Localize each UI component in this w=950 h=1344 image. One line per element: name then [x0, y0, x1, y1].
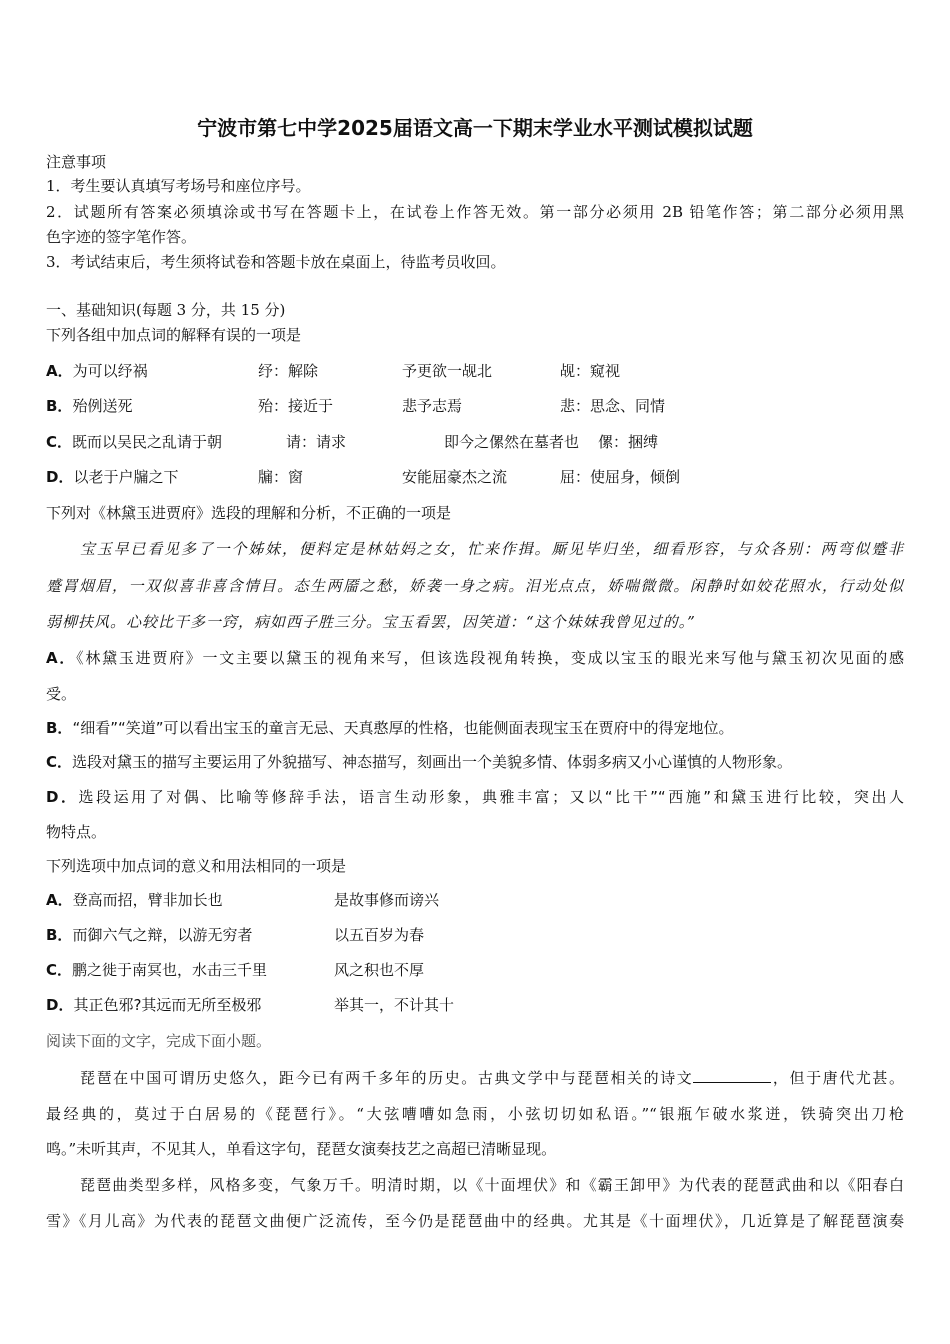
option-text: 风之积也不厚 [334, 961, 425, 979]
option-text: 是故事修而谤兴 [334, 891, 440, 909]
option-label: A． [46, 649, 77, 667]
option-text: 而御六气之辩，以游无穷者 [72, 926, 253, 944]
reading-paragraph-line [80, 1068, 904, 1088]
option-gloss: 觇：窥视 [560, 362, 621, 380]
option-text: 既而以吴民之乱请于朝 [72, 433, 223, 451]
reading-paragraph-line: 琵琶曲类型多样，风格多变，气象万千。明清时期，以《十面埋伏》和《霸王卸甲》为代表的琵琶武曲和以《阳春白 [80, 1176, 904, 1194]
option-text: 其正色邪?其远而无所至极邪 [73, 996, 262, 1014]
option-label: C． [46, 433, 73, 451]
option-gloss: 悲：思念、同情 [560, 397, 666, 415]
option-gloss: 屈：使屈身，倾倒 [560, 468, 681, 486]
fill-in-blank [693, 1068, 771, 1083]
option-text: 选段运用了对偶、比喻等修辞手法，语言生动形象，典雅丰富；又以“比干”“西施”和黛玉进行比较，突出人 [78, 788, 904, 806]
passage-line: 宝玉早已看见多了一个姊妹，便料定是林姑妈之女，忙来作揖。厮见毕归坐，细看形容，与众各别：两弯似蹙非 [80, 540, 904, 558]
option-label: B． [46, 397, 73, 415]
reading-paragraph-line: 最经典的，莫过于白居易的《琵琶行》。“大弦嘈嘈如急雨，小弦切切如私语。”“银瓶乍破水浆迸，铁骑突出刀枪 [46, 1105, 904, 1123]
notice-item-2: 2．试题所有答案必须填涂或书写在答题卡上，在试卷上作答无效。第一部分必须用 2B 铅笔作答；第二部分必须用黑 [46, 203, 904, 221]
option-text: 登高而招，臂非加长也 [72, 891, 223, 909]
page-title: 宁波市第七中学2025届语文高一下期末学业水平测试模拟试题 [197, 116, 753, 140]
passage-line: 蹙罥烟眉，一双似喜非喜含情目。态生两靥之愁，娇袭一身之病。泪光点点，娇喘微微。闲静时如姣花照水，行动处似 [46, 577, 904, 595]
notice-item-3: 3．考试结束后，考生须将试卷和答题卡放在桌面上，待监考员收回。 [46, 253, 506, 271]
option-gloss: 傫：捆缚 [598, 433, 659, 451]
paragraph-text: 琵琶在中国可谓历史悠久，距今已有两千多年的历史。古典文学中与琵琶相关的诗文 [80, 1069, 694, 1087]
option-label: C． [46, 961, 73, 979]
option-text: 为可以纾祸 [72, 362, 148, 380]
option-label: B． [46, 926, 73, 944]
option-label: D． [46, 788, 79, 806]
option-text: 予更欲一觇北 [402, 362, 493, 380]
question-1-stem: 下列各组中加点词的解释有误的一项是 [46, 326, 302, 344]
option-text: 殆例送死 [72, 397, 133, 415]
option-text: 即今之傫然在墓者也 [444, 433, 580, 451]
option-gloss: 请：请求 [286, 433, 347, 451]
option-text: “细看”“笑道”可以看出宝玉的童言无忌、天真憨厚的性格，也能侧面表现宝玉在贾府中的得宠地位。 [72, 719, 734, 737]
passage-line: 弱柳扶风。心较比干多一窍，病如西子胜三分。宝玉看罢，因笑道：“这个妹妹我曾见过的。” [46, 613, 696, 631]
option-text: 《林黛玉进贾府》一文主要以黛玉的视角来写，但该选段视角转换，变成以宝玉的眼光来写他与黛玉初次见面的感 [76, 649, 905, 667]
option-text: 举其一，不计其十 [334, 996, 455, 1014]
question-2-stem: 下列对《林黛玉进贾府》选段的理解和分析，不正确的一项是 [46, 504, 452, 522]
option-text: 以五百岁为春 [334, 926, 425, 944]
option-text: 选段对黛玉的描写主要运用了外貌描写、神态描写，刻画出一个美貌多情、体弱多病又小心谨慎的人物形象。 [72, 753, 793, 771]
option-text: 以老于户牖之下 [73, 468, 179, 486]
option-gloss: 殆：接近于 [258, 397, 334, 415]
option-gloss: 纾：解除 [258, 362, 319, 380]
option-text-cont: 物特点。 [46, 823, 107, 841]
option-text: 鹏之徙于南冥也，水击三千里 [72, 961, 268, 979]
option-label: A． [46, 362, 73, 380]
option-text-cont: 受。 [46, 685, 77, 703]
option-label: A． [46, 891, 73, 909]
option-label: C． [46, 753, 73, 771]
option-label: D． [46, 468, 74, 486]
notice-heading: 注意事项 [46, 153, 107, 171]
option-label: B． [46, 719, 73, 737]
section-heading: 一、基础知识(每题 3 分，共 15 分) [46, 301, 286, 319]
reading-paragraph-line: 雪》《月儿高》为代表的琵琶文曲便广泛流传，至今仍是琵琶曲中的经典。尤其是《十面埋伏》，几近算是了解琵琶演奏 [46, 1212, 904, 1230]
notice-item-1: 1．考生要认真填写考场号和座位序号。 [46, 177, 311, 195]
notice-item-2-cont: 色字迹的签字笔作答。 [46, 228, 197, 246]
option-label: D． [46, 996, 74, 1014]
option-gloss: 牖：窗 [258, 468, 304, 486]
option-text: 安能屈豪杰之流 [402, 468, 508, 486]
paragraph-text: ，但于唐代尤甚。 [771, 1069, 904, 1087]
reading-paragraph-line: 鸣。”未听其声，不见其人，单看这字句，琵琶女演奏技艺之高超已清晰显现。 [46, 1140, 557, 1158]
option-text: 悲予志焉 [402, 397, 463, 415]
reading-instruction: 阅读下面的文字，完成下面小题。 [46, 1032, 272, 1050]
question-3-stem: 下列选项中加点词的意义和用法相同的一项是 [46, 857, 347, 875]
